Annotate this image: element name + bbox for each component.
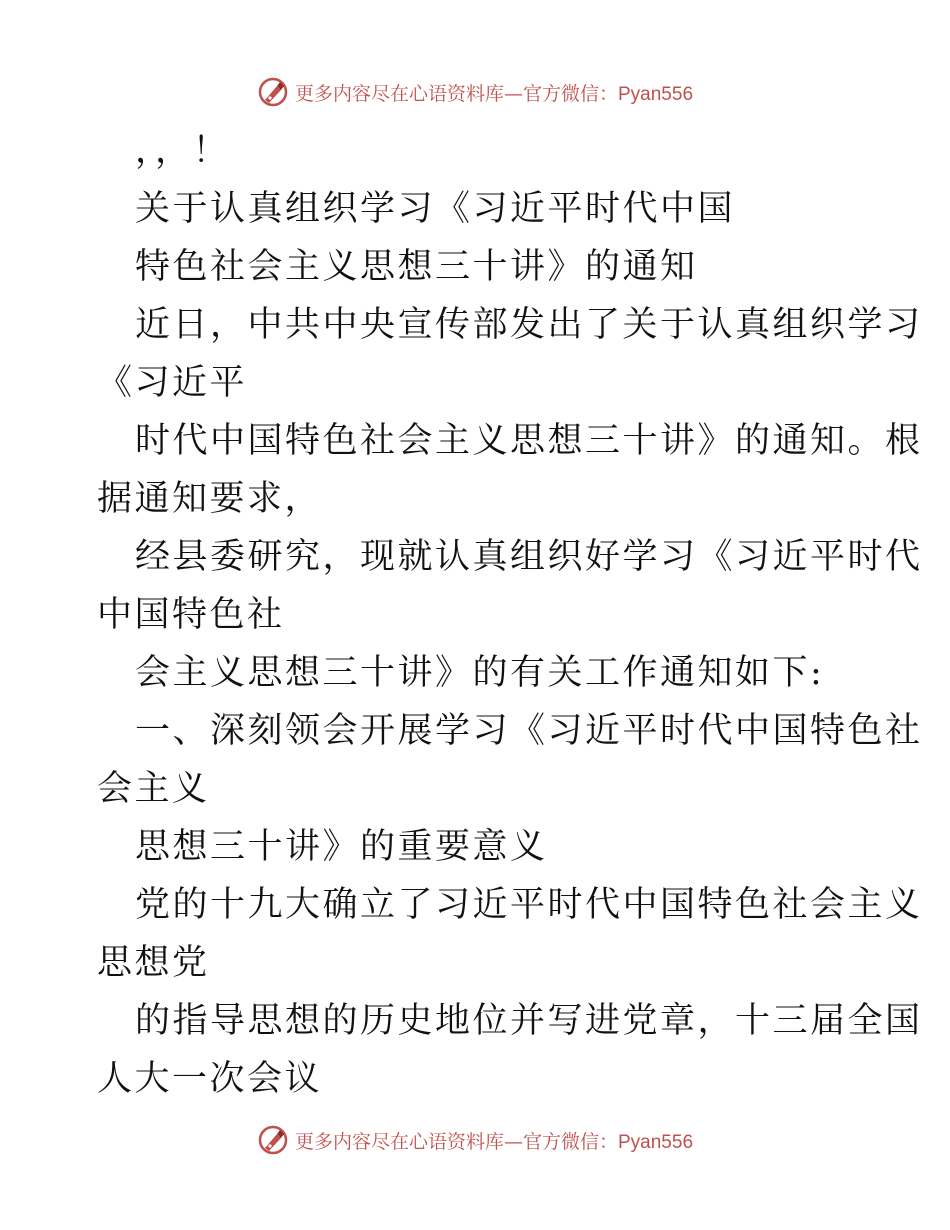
footer-wechat-id: Pyan556 — [618, 1131, 694, 1153]
doc-line: 经县委研究，现就认真组织好学习《习近平时代 — [135, 537, 923, 577]
doc-line: 时代中国特色社会主义思想三十讲》的通知。根 — [135, 421, 923, 461]
doc-line: 思想党 — [97, 943, 210, 983]
doc-line: 中国特色社 — [97, 595, 285, 635]
doc-line: 人大一次会议 — [97, 1059, 323, 1099]
doc-section-heading: 一、深刻领会开展学习《习近平时代中国特色社 — [135, 711, 923, 751]
doc-title-line-2: 特色社会主义思想三十讲》的通知 — [135, 247, 698, 287]
doc-line: 《习近平 — [97, 363, 248, 403]
doc-line: 的指导思想的历史地位并写进党章，十三届全国 — [135, 1001, 923, 1041]
header-watermark-text: 更多内容尽在心语资料库—官方微信：Pyan556 — [294, 82, 694, 105]
doc-section-heading: 思想三十讲》的重要意义 — [135, 827, 548, 867]
footer-watermark-banner — [0, 1120, 950, 1160]
doc-section-heading: 会主义 — [97, 769, 210, 809]
doc-line: ，，！ — [135, 131, 231, 171]
doc-line: 近日，中共中央宣传部发出了关于认真组织学习 — [135, 305, 923, 345]
doc-line: 会主义思想三十讲》的有关工作通知如下: — [135, 653, 825, 693]
header-watermark-banner — [0, 72, 950, 112]
footer-watermark-text: 更多内容尽在心语资料库—官方微信：Pyan556 — [294, 1130, 694, 1153]
header-wechat-id: Pyan556 — [618, 83, 694, 105]
pen-nib-logo-icon — [257, 1124, 289, 1156]
document-body — [97, 122, 923, 1108]
doc-title-line-1: 关于认真组织学习《习近平时代中国 — [135, 189, 736, 229]
doc-line: 据通知要求， — [97, 479, 323, 519]
pen-nib-logo-icon — [257, 76, 289, 108]
doc-line: 党的十九大确立了习近平时代中国特色社会主义 — [135, 885, 923, 925]
